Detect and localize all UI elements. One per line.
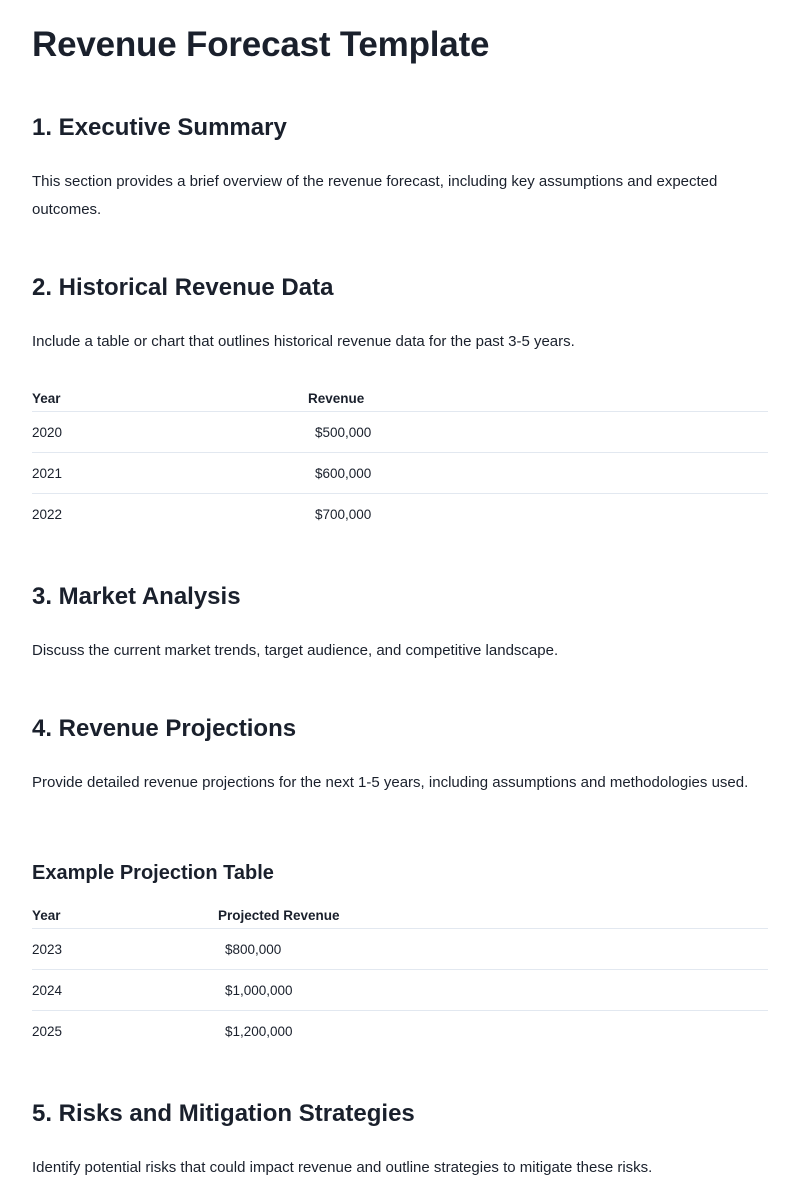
section-text-risks-mitigation: Identify potential risks that could impact revenue and outline strategies to mitigate these risks. (32, 1159, 653, 1176)
cell-revenue: $700,000 (315, 506, 372, 522)
table-row (32, 1011, 768, 1052)
cell-projected-revenue: $800,000 (218, 929, 768, 970)
cell-projected-revenue: $1,000,000 (218, 970, 768, 1011)
table-row (32, 929, 768, 970)
cell-year: 2021 (32, 453, 308, 494)
cell-year: 2022 (32, 506, 63, 522)
cell-revenue: $600,000 (308, 453, 768, 494)
historical-revenue-table (32, 385, 768, 534)
cell-projected-revenue: $1,200,000 (225, 1023, 293, 1039)
section-text-historical-revenue: Include a table or chart that outlines historical revenue data for the past 3-5 years. (32, 333, 575, 350)
section-heading-risks-mitigation: 5. Risks and Mitigation Strategies (32, 1100, 415, 1127)
section-text-revenue-projections: Provide detailed revenue projections for the next 1-5 years, including assumptions and methodologies used. (32, 774, 749, 791)
table-row (32, 970, 768, 1011)
cell-year: 2023 (32, 929, 218, 970)
projection-table (32, 902, 768, 1051)
cell-year: 2025 (32, 1023, 63, 1039)
table-row (32, 412, 768, 453)
cell-revenue: $500,000 (308, 412, 768, 453)
column-header-year: Year (32, 902, 218, 929)
section-heading-market-analysis: 3. Market Analysis (32, 583, 241, 610)
subheading-example-projection-table: Example Projection Table (32, 862, 274, 884)
cell-year: 2024 (32, 970, 218, 1011)
table-header-row (32, 385, 768, 412)
section-text-market-analysis: Discuss the current market trends, target audience, and competitive landscape. (32, 642, 559, 659)
section-text-executive-summary: This section provides a brief overview of the revenue forecast, including key assumptions and expected outcomes. (32, 173, 718, 218)
table-header-row (32, 902, 768, 929)
table-row (32, 453, 768, 494)
column-header-revenue: Revenue (308, 385, 768, 412)
section-heading-historical-revenue: 2. Historical Revenue Data (32, 274, 334, 301)
column-header-projected-revenue: Projected Revenue (218, 902, 768, 929)
table-row (32, 494, 768, 535)
column-header-year: Year (32, 385, 308, 412)
cell-year: 2020 (32, 412, 308, 453)
section-heading-revenue-projections: 4. Revenue Projections (32, 715, 297, 742)
page-title: Revenue Forecast Template (32, 25, 490, 64)
section-heading-executive-summary: 1. Executive Summary (32, 114, 287, 141)
